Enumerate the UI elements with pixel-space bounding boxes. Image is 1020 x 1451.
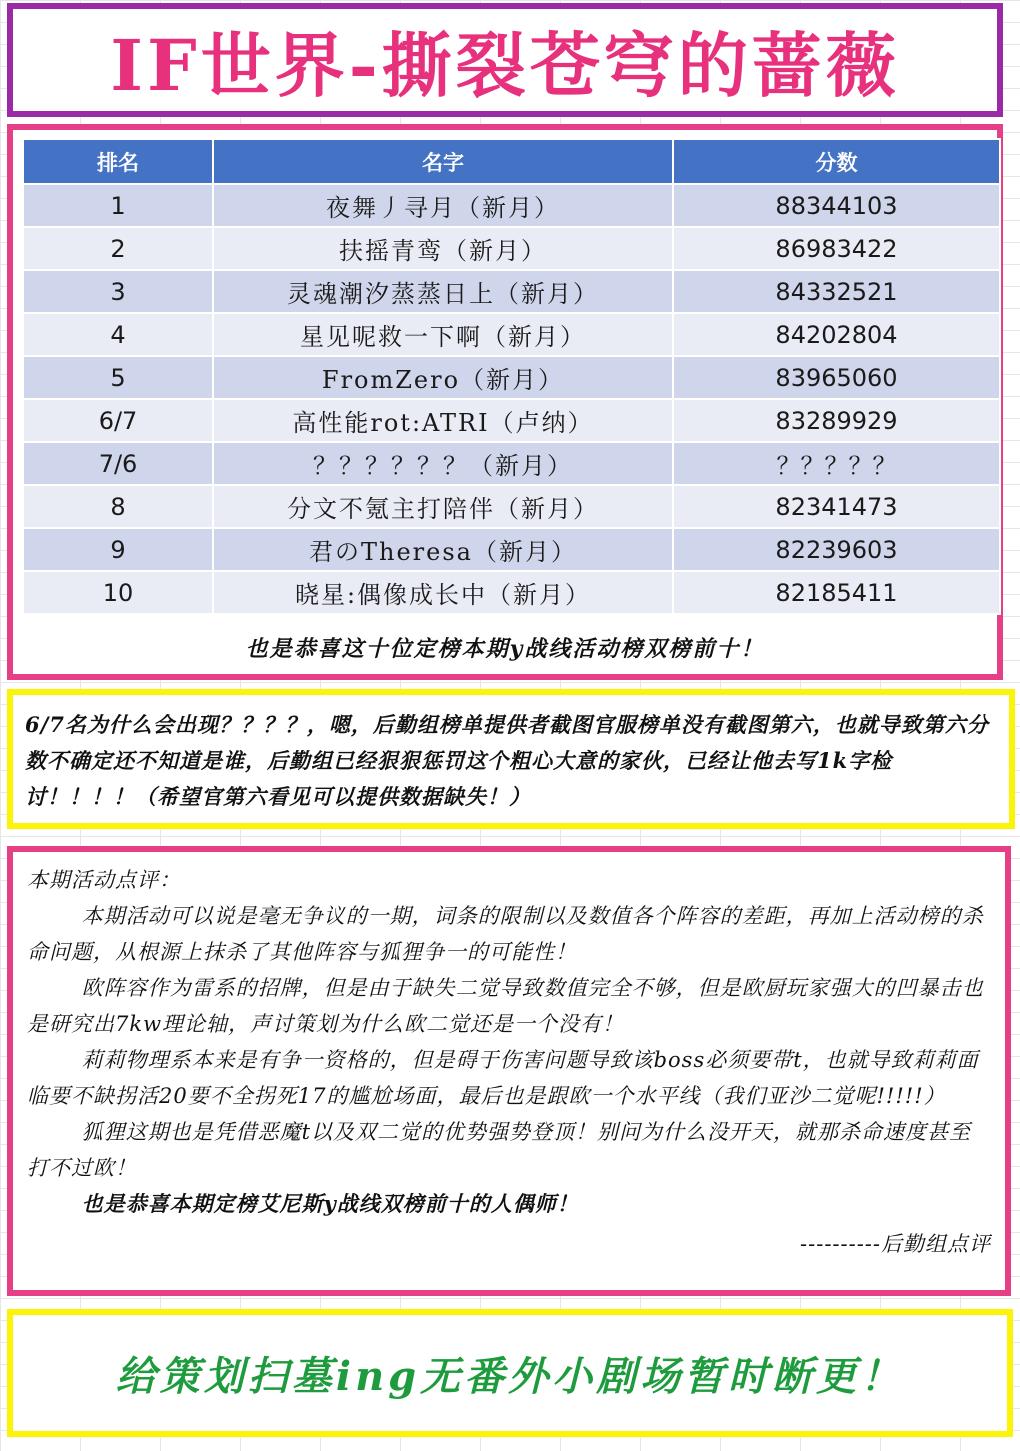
table-row <box>23 313 1000 356</box>
review-paragraph: 莉莉物理系本来是有争一资格的，但是碍于伤害问题导致该boss必须要带t，也就导致莉莉面临要不缺拐活20要不全拐死17的尴尬场面，最后也是跟欧一个水平线（我们亚沙二觉呢!!!!!） <box>27 1048 979 1108</box>
header-rank: 排名 <box>23 139 213 184</box>
rank-cell: 10 <box>23 571 213 614</box>
table-row <box>23 399 1000 442</box>
ranking-section <box>7 124 1003 680</box>
table-row <box>23 442 1000 485</box>
rank-cell: 1 <box>23 184 213 227</box>
name-cell: 星见呢救一下啊（新月） <box>213 313 673 356</box>
score-cell: 88344103 <box>673 184 1000 227</box>
rank-cell: 4 <box>23 313 213 356</box>
review-signature: ----------后勤组点评 <box>800 1232 991 1256</box>
rank-cell: 7/6 <box>23 442 213 485</box>
notice-section <box>7 689 1015 829</box>
table-header-row <box>23 139 1000 184</box>
rank-cell: 2 <box>23 227 213 270</box>
banner-text: 给策划扫墓ing无番外小剧场暂时断更！ <box>115 1352 905 1400</box>
score-cell: 83289929 <box>673 399 1000 442</box>
title-box <box>7 3 1003 117</box>
rank-cell: 5 <box>23 356 213 399</box>
rank-cell: 6/7 <box>23 399 213 442</box>
score-cell: 83965060 <box>673 356 1000 399</box>
review-heading: 本期活动点评： <box>27 868 181 892</box>
rank-cell: 8 <box>23 485 213 528</box>
rank-cell: 9 <box>23 528 213 571</box>
header-score: 分数 <box>673 139 1000 184</box>
name-cell: 晓星:偶像成长中（新月） <box>213 571 673 614</box>
score-cell: 82239603 <box>673 528 1000 571</box>
ranking-congrats-text: 也是恭喜这十位定榜本期y战线活动榜双榜前十！ <box>245 636 765 662</box>
score-cell: 84332521 <box>673 270 1000 313</box>
table-row <box>23 227 1000 270</box>
score-cell: 86983422 <box>673 227 1000 270</box>
review-paragraph: 欧阵容作为雷系的招牌，但是由于缺失二觉导致数值完全不够，但是欧厨玩家强大的凹暴击也是研究出7kw理论轴，声讨策划为什么欧二觉还是一个没有！ <box>27 976 984 1036</box>
name-cell: 夜舞丿寻月（新月） <box>213 184 673 227</box>
review-closing: 也是恭喜本期定榜艾尼斯y战线双榜前十的人偶师！ <box>81 1191 579 1216</box>
notice-text: 6/7名为什么会出现？？？？，嗯，后勤组榜单提供者截图官服榜单没有截图第六，也就导致第六分数不确定还不知道是谁，后勤组已经狠狠惩罚这个粗心大意的家伙，已经让他去写1k字检讨！！！！（希望官第六看见可以提供数据缺失！） <box>25 712 989 809</box>
name-cell: 分文不氪主打陪伴（新月） <box>213 485 673 528</box>
name-cell: 扶摇青鸾（新月） <box>213 227 673 270</box>
table-row <box>23 485 1000 528</box>
name-cell: 君のTheresa（新月） <box>213 528 673 571</box>
score-cell: 82341473 <box>673 485 1000 528</box>
score-cell: 84202804 <box>673 313 1000 356</box>
table-row <box>23 528 1000 571</box>
table-row <box>23 184 1000 227</box>
name-cell: FromZero（新月） <box>213 356 673 399</box>
score-cell: 82185411 <box>673 571 1000 614</box>
rank-cell: 3 <box>23 270 213 313</box>
score-cell: ？？？？？ <box>673 442 1000 485</box>
review-section <box>7 846 1011 1296</box>
table-row <box>23 571 1000 614</box>
review-paragraph: 狐狸这期也是凭借恶魔t以及双二觉的优势强势登顶！别问为什么没开天，就那杀命速度甚至打不过欧！ <box>27 1120 972 1180</box>
ranking-table <box>22 138 1001 615</box>
table-row <box>23 270 1000 313</box>
review-paragraph: 本期活动可以说是毫无争议的一期，词条的限制以及数值各个阵容的差距，再加上活动榜的杀命问题，从根源上抹杀了其他阵容与狐狸争一的可能性！ <box>27 904 984 964</box>
review-content <box>27 862 991 1262</box>
name-cell: 高性能rot:ATRI（卢纳） <box>213 399 673 442</box>
header-name: 名字 <box>213 139 673 184</box>
name-cell: ？？？？？？（新月） <box>213 442 673 485</box>
banner-section <box>7 1309 1013 1437</box>
page-title: IF世界-撕裂苍穹的蔷薇 <box>110 23 900 107</box>
name-cell: 灵魂潮汐蒸蒸日上（新月） <box>213 270 673 313</box>
table-row <box>23 356 1000 399</box>
